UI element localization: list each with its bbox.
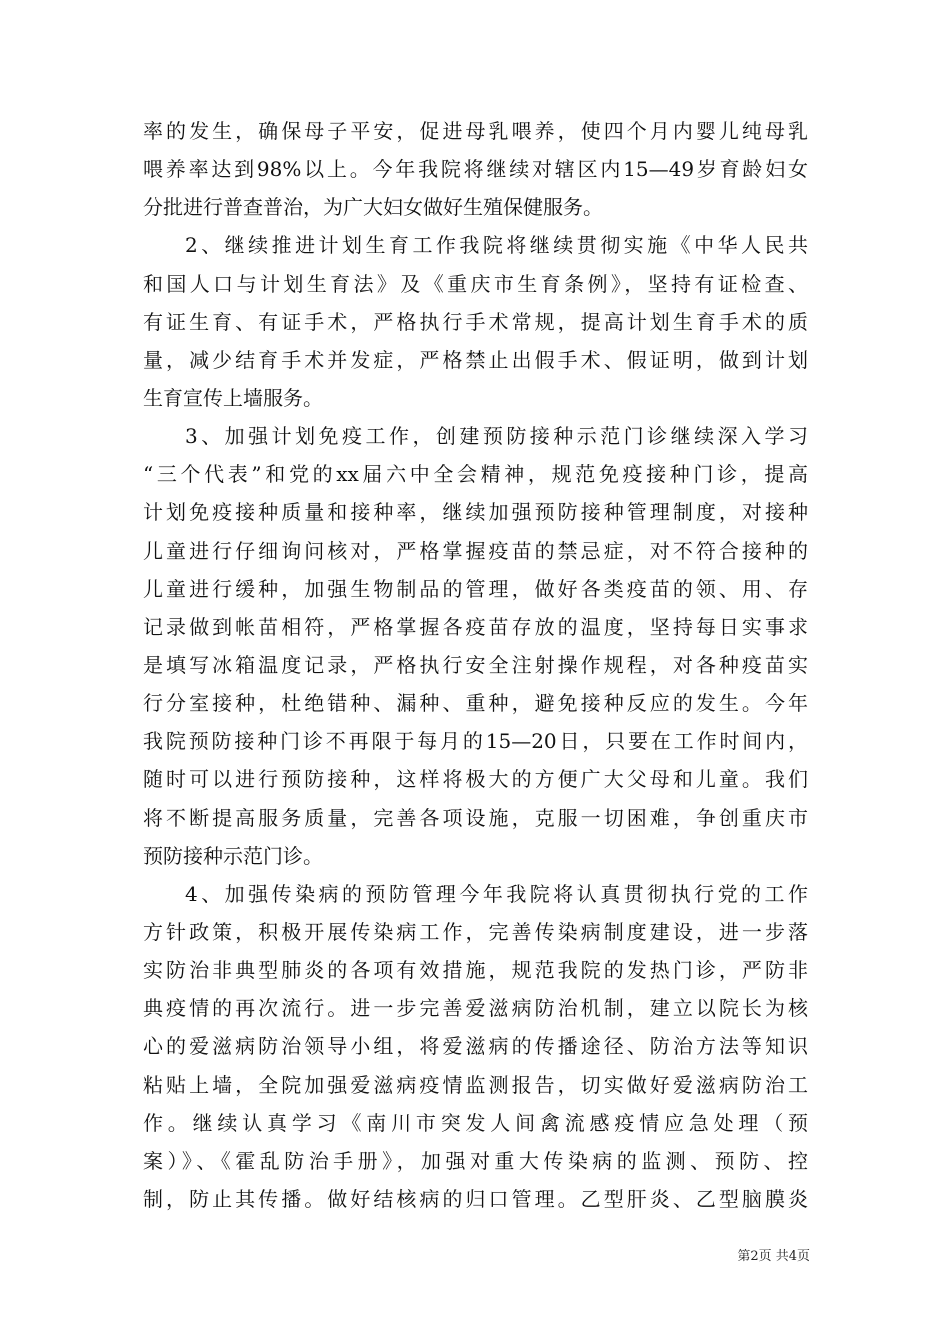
text-line: 生育宣传上墙服务。 [143, 385, 323, 410]
text-line: 案）》、《霍乱防治手册》，加强对重大传染病的监测、预防、控 [143, 1148, 808, 1173]
text-line: 方针政策，积极开展传染病工作，完善传染病制度建设，进一步落 [143, 919, 808, 944]
text-line: 喂养率达到98%以上。今年我院将继续对辖区内15—49岁育龄妇女 [143, 157, 808, 182]
text-line: 随时可以进行预防接种，这样将极大的方便广大父母和儿童。我们 [143, 767, 808, 792]
body-text [143, 112, 808, 1218]
page-number: 第2页 共4页 [737, 1249, 810, 1264]
text-line: 分批进行普查普治，为广大妇女做好生殖保健服务。 [143, 195, 603, 220]
text-line: 作。继续认真学习《南川市突发人间禽流感疫情应急处理（预 [143, 1110, 808, 1135]
text-line: 是填写冰箱温度记录，严格执行安全注射操作规程，对各种疫苗实 [143, 652, 808, 677]
text-line: 有证生育、有证手术，严格执行手术常规，提高计划生育手术的质 [143, 309, 808, 334]
text-line: 粘贴上墙，全院加强爱滋病疫情监测报告，切实做好爱滋病防治工 [143, 1072, 808, 1097]
text-line: 心的爱滋病防治领导小组，将爱滋病的传播途径、防治方法等知识 [143, 1034, 808, 1059]
text-line: 计划免疫接种质量和接种率，继续加强预防接种管理制度，对接种 [143, 500, 808, 525]
text-line: 和国人口与计划生育法》及《重庆市生育条例》，坚持有证检查、 [143, 271, 808, 296]
text-line: 儿童进行缓种，加强生物制品的管理，做好各类疫苗的领、用、存 [143, 576, 808, 601]
text-line: 行分室接种，杜绝错种、漏种、重种，避免接种反应的发生。今年 [143, 691, 808, 716]
paragraph-heading-line: 3、加强计划免疫工作，创建预防接种示范门诊继续深入学习 [185, 424, 808, 449]
text-line: 儿童进行仔细询问核对，严格掌握疫苗的禁忌症，对不符合接种的 [143, 538, 808, 563]
text-line: 我院预防接种门诊不再限于每月的15—20日，只要在工作时间内， [143, 729, 808, 754]
paragraph-heading-line: 2、继续推进计划生育工作我院将继续贯彻实施《中华人民共 [185, 233, 808, 258]
text-line: “三个代表”和党的xx届六中全会精神，规范免疫接种门诊，提高 [143, 462, 808, 487]
text-line: 预防接种示范门诊。 [143, 843, 323, 868]
text-line: 率的发生，确保母子平安，促进母乳喂养，使四个月内婴儿纯母乳 [143, 119, 808, 143]
text-line: 将不断提高服务质量，完善各项设施，克服一切困难，争创重庆市 [143, 805, 808, 830]
text-line: 量，减少结育手术并发症，严格禁止出假手术、假证明，做到计划 [143, 347, 808, 372]
paragraph-heading-line: 4、加强传染病的预防管理今年我院将认真贯彻执行党的工作 [185, 881, 808, 906]
text-line: 实防治非典型肺炎的各项有效措施，规范我院的发热门诊，严防非 [143, 958, 808, 983]
text-line: 制，防止其传播。做好结核病的归口管理。乙型肝炎、乙型脑膜炎 [143, 1186, 808, 1211]
text-line: 记录做到帐苗相符，严格掌握各疫苗存放的温度，坚持每日实事求 [143, 614, 808, 639]
text-line: 典疫情的再次流行。进一步完善爱滋病防治机制，建立以院长为核 [143, 996, 808, 1021]
